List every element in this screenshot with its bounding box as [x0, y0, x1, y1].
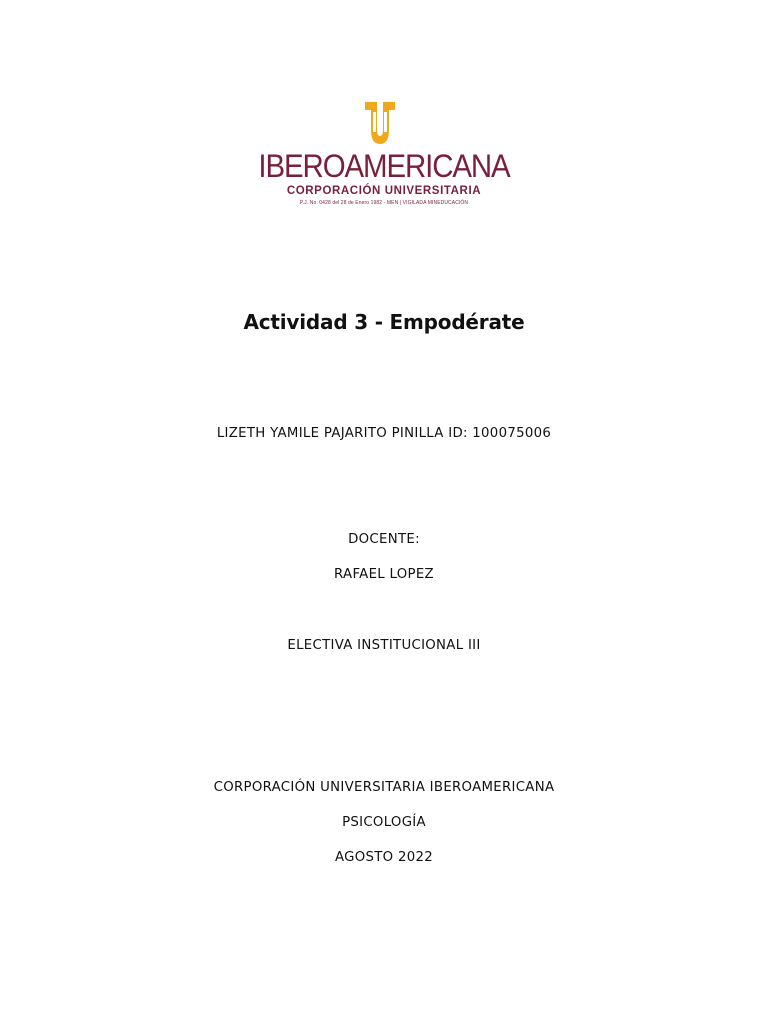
course-name: ELECTIVA INSTITUCIONAL III — [287, 638, 481, 653]
student-name: LIZETH YAMILE PAJARITO PINILLA ID: 100075006 — [216, 426, 552, 441]
institution-name: CORPORACIÓN UNIVERSITARIA IBEROAMERICANA — [213, 780, 555, 795]
university-logo — [0, 100, 768, 212]
teacher-name: RAFAEL LOPEZ — [334, 567, 434, 582]
document-date: AGOSTO 2022 — [334, 850, 434, 865]
logo-legal-text: P.J. No. 0428 del 28 de Enero 1982 - MEN | VIGILADA MINEDUCACIÓN — [299, 200, 469, 206]
teacher-label: DOCENTE: — [348, 532, 420, 547]
logo-subtitle-text: CORPORACIÓN UNIVERSITARIA — [286, 185, 482, 197]
university-emblem-icon — [363, 100, 397, 146]
document-title: Actividad 3 - Empodérate — [243, 310, 525, 334]
logo-name-text: IBEROAMERICANA — [258, 148, 510, 184]
program-name: PSICOLOGÍA — [342, 815, 426, 830]
